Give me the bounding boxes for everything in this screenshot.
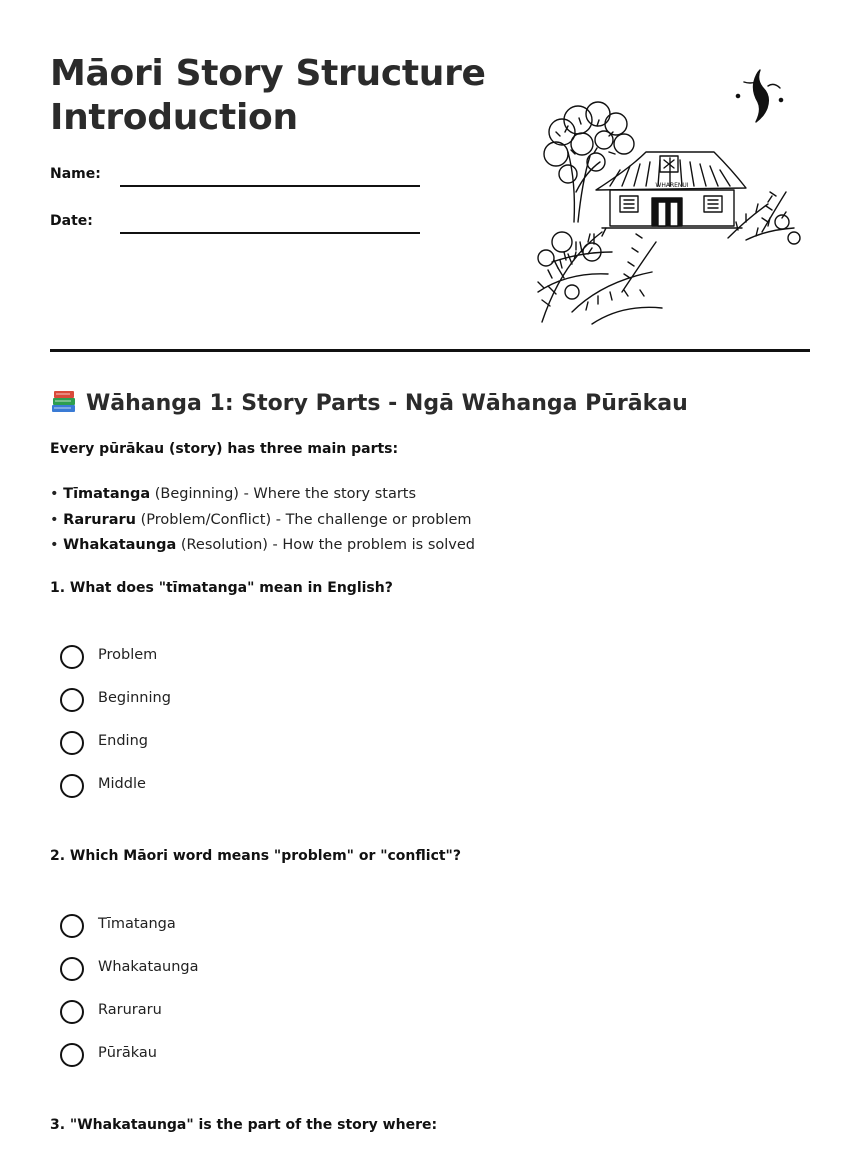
- q1-option-beginning[interactable]: [60, 688, 460, 714]
- radio-button[interactable]: [60, 731, 84, 755]
- q1-option-problem[interactable]: [60, 645, 460, 671]
- option-label: Raruraru: [98, 1002, 162, 1018]
- part-description: - Where the story starts: [238, 486, 417, 502]
- part-gloss: (Problem/Conflict): [140, 511, 272, 528]
- part-description: - How the problem is solved: [267, 537, 475, 553]
- section-1-intro: Every pūrākau (story) has three main parts:: [50, 441, 399, 457]
- name-write-line[interactable]: [120, 185, 420, 187]
- part-description: - The challenge or problem: [271, 511, 472, 528]
- title-line-1: Māori Story Structure: [50, 53, 486, 94]
- part-term: Raruraru: [63, 511, 137, 528]
- name-label: Name:: [50, 166, 101, 182]
- part-gloss: (Beginning): [154, 486, 239, 502]
- list-item: • Raruraru (Problem/Conflict) - The challenge or problem: [50, 511, 472, 528]
- part-gloss: (Resolution): [180, 537, 268, 553]
- question-3-text: 3. "Whakataunga" is the part of the story where:: [50, 1117, 438, 1133]
- radio-button[interactable]: [60, 914, 84, 938]
- tree-canopy: [544, 102, 634, 183]
- q2-option-purakau[interactable]: [60, 1043, 460, 1069]
- name-field[interactable]: [50, 166, 430, 190]
- radio-button[interactable]: [60, 957, 84, 981]
- list-item: • Whakataunga (Resolution) - How the problem is solved: [50, 537, 475, 553]
- option-label: Whakataunga: [98, 959, 199, 975]
- title-line-2: Introduction: [50, 97, 298, 138]
- date-write-line[interactable]: [120, 232, 420, 234]
- story-parts-list: [50, 482, 475, 559]
- radio-button[interactable]: [60, 774, 84, 798]
- moon-icon: [744, 70, 780, 122]
- option-label: Middle: [98, 776, 146, 792]
- option-label: Tīmatanga: [98, 916, 176, 932]
- option-label: Pūrākau: [98, 1045, 157, 1061]
- section-1-heading-text: Wāhanga 1: Story Parts - Ngā Wāhanga Pūrākau: [86, 391, 688, 416]
- option-label: Ending: [98, 733, 148, 749]
- worksheet-title: [50, 52, 500, 140]
- option-label: Problem: [98, 647, 158, 663]
- books-icon: [50, 388, 78, 414]
- radio-button[interactable]: [60, 1043, 84, 1067]
- part-term: Whakataunga: [63, 537, 177, 553]
- wharenui-body: [602, 190, 742, 228]
- question-1-text: 1. What does "tīmatanga" mean in English?: [50, 580, 393, 596]
- radio-button[interactable]: [60, 645, 84, 669]
- radio-button[interactable]: [60, 1000, 84, 1024]
- house-sign-text: WHARENUI: [655, 182, 689, 189]
- list-item: • Tīmatanga (Beginning) - Where the story starts: [50, 486, 417, 502]
- q2-option-raruraru[interactable]: [60, 1000, 460, 1026]
- q2-option-timatanga[interactable]: [60, 914, 460, 940]
- wharenui-illustration: [532, 62, 804, 328]
- fern-foliage-left: [538, 228, 662, 324]
- fern-foliage-right: [728, 192, 800, 244]
- part-term: Tīmatanga: [63, 486, 151, 502]
- q2-option-whakataunga[interactable]: [60, 957, 460, 983]
- radio-button[interactable]: [60, 688, 84, 712]
- header-divider: [50, 349, 810, 352]
- date-field[interactable]: [50, 213, 430, 237]
- option-label: Beginning: [98, 690, 171, 706]
- q1-option-middle[interactable]: [60, 774, 460, 800]
- section-1-heading: [50, 388, 688, 416]
- date-label: Date:: [50, 213, 93, 229]
- q1-option-ending[interactable]: [60, 731, 460, 757]
- question-2-text: 2. Which Māori word means "problem" or "conflict"?: [50, 848, 461, 864]
